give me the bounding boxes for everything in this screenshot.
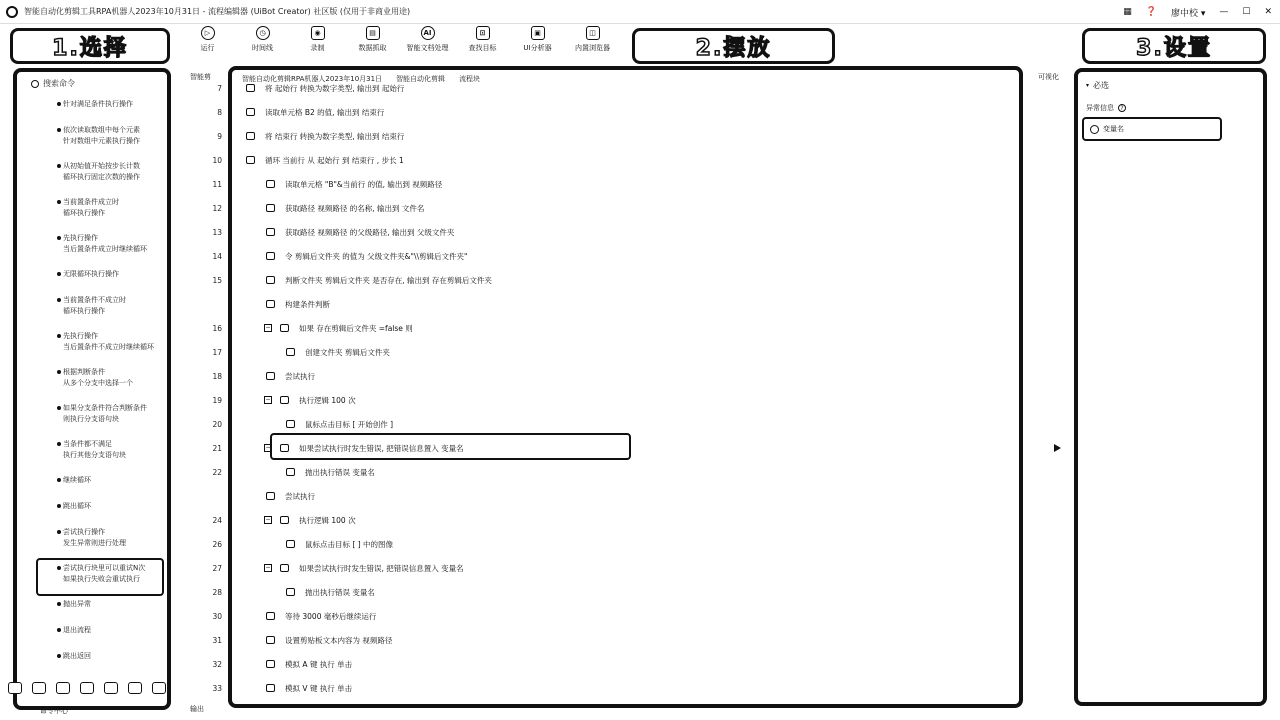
code-text: 获取路径 视频路径 的父级路径, 输出到 父级文件夹 [285, 227, 455, 237]
bullet-icon [57, 654, 61, 658]
command-desc: 循环执行固定次数的操作 [63, 173, 140, 181]
line-number: 19 [212, 396, 222, 405]
collapse-icon[interactable]: − [265, 564, 271, 571]
command-icon [286, 348, 295, 356]
screenshot-icon[interactable] [80, 682, 94, 694]
line-number: 26 [212, 540, 222, 549]
code-text: 等待 3000 毫秒后继续运行 [285, 611, 377, 621]
command-icon [286, 540, 295, 548]
command-item[interactable] [17, 647, 167, 673]
command-icon [246, 108, 255, 116]
bullet-icon [57, 128, 61, 132]
command-icon [266, 372, 275, 380]
code-text: 执行逻辑 100 次 [299, 515, 356, 525]
code-row[interactable] [266, 680, 352, 696]
data-icon: ▤ [366, 26, 380, 40]
tag-place: 2.摆放 [632, 28, 835, 64]
exception-label: 异常信息 ? [1078, 97, 1263, 115]
command-icon [266, 660, 275, 668]
code-text: 获取路径 视频路径 的名称, 输出到 文件名 [285, 203, 425, 213]
bullet-icon [57, 370, 61, 374]
image-icon[interactable] [56, 682, 70, 694]
code-row[interactable] [286, 344, 390, 360]
breadcrumb-left[interactable]: 智能剪 [190, 73, 211, 81]
toolbar [180, 26, 620, 62]
command-icon [286, 588, 295, 596]
app-logo-icon [6, 6, 18, 18]
code-row[interactable] [266, 608, 376, 624]
record-icon: ◉ [311, 26, 325, 40]
command-icon [266, 636, 275, 644]
code-row[interactable] [246, 80, 404, 96]
clock-icon: ◷ [256, 26, 270, 40]
expand-arrow-icon[interactable] [1054, 444, 1061, 452]
command-item[interactable] [17, 291, 167, 327]
line-number: 30 [212, 612, 222, 621]
variable-icon [1090, 125, 1099, 134]
variable-icon[interactable] [32, 682, 46, 694]
close-icon[interactable]: ✕ [1264, 7, 1272, 17]
line-number: 14 [212, 252, 222, 261]
code-text: 鼠标点击目标 [ 开始创作 ] [305, 419, 394, 429]
line-number: 13 [212, 228, 222, 237]
line-number: 7 [217, 84, 222, 93]
collapse-icon[interactable]: − [265, 396, 271, 403]
collapse-icon[interactable]: − [265, 516, 271, 523]
title-bar-controls [1123, 0, 1272, 24]
command-icon [266, 180, 275, 188]
command-desc: 循环执行操作 [63, 209, 105, 217]
line-number: 15 [212, 276, 222, 285]
code-text: 读取单元格 "B"&当前行 的值, 输出到 视频路径 [285, 179, 443, 189]
bullet-icon [57, 272, 61, 276]
command-name: 无限循环执行操作 [63, 270, 119, 278]
ai-icon: AI [421, 26, 435, 40]
command-name: 当前置条件成立时 [63, 198, 119, 206]
code-text: 执行逻辑 100 次 [299, 395, 356, 405]
command-item[interactable] [17, 399, 167, 435]
collapse-icon[interactable]: − [265, 444, 271, 451]
bullet-icon [57, 298, 61, 302]
bullet-icon [57, 406, 61, 410]
code-row[interactable] [286, 464, 375, 480]
code-text: 循环 当前行 从 起始行 到 结束行 , 步长 1 [265, 155, 404, 165]
command-item[interactable] [17, 121, 167, 157]
user-menu[interactable]: 廖中校 ▾ [1170, 8, 1206, 19]
code-text: 将 起始行 转换为数字类型, 输出到 起始行 [265, 83, 405, 93]
help-icon[interactable]: ? [1118, 104, 1126, 112]
command-icon [266, 492, 275, 500]
command-item[interactable] [17, 435, 167, 471]
code-row[interactable] [266, 488, 315, 504]
bottom-toolbar [8, 682, 166, 694]
line-number: 21 [212, 444, 222, 453]
code-row[interactable] [264, 392, 356, 408]
code-text: 设置剪贴板文本内容为 视频路径 [285, 635, 393, 645]
command-desc: 当后置条件成立时继续循环 [63, 245, 147, 253]
bullet-icon [57, 102, 61, 106]
tag-select: 1.选择 [10, 28, 170, 64]
command-item[interactable] [17, 229, 167, 265]
command-search[interactable] [17, 72, 167, 95]
command-name: 依次读取数组中每个元素 [63, 126, 140, 134]
command-name: 针对满足条件执行操作 [63, 100, 133, 108]
code-row[interactable] [266, 296, 330, 312]
code-row[interactable] [246, 128, 404, 144]
command-name: 当前置条件不成立时 [63, 296, 126, 304]
code-row[interactable] [264, 560, 464, 576]
command-icon [266, 204, 275, 212]
target-icon: ⊡ [476, 26, 490, 40]
command-item[interactable] [17, 193, 167, 229]
bullet-icon [57, 504, 61, 508]
line-number: 28 [212, 588, 222, 597]
bullet-icon [57, 628, 61, 632]
help-icon[interactable]: ❓ [1145, 7, 1157, 17]
code-text: 构建条件判断 [285, 299, 330, 309]
command-desc: 循环执行操作 [63, 307, 105, 315]
line-number: 9 [217, 132, 222, 141]
collapse-icon[interactable]: − [265, 324, 271, 331]
line-number: 12 [212, 204, 222, 213]
ui-icon: ▣ [531, 26, 545, 40]
code-row[interactable] [266, 200, 424, 216]
data-scrape-button[interactable]: ▤ 数据抓取 [345, 26, 400, 62]
title-bar [0, 0, 1280, 24]
code-row[interactable] [286, 584, 375, 600]
required-section-header[interactable]: ▾ 必选 [1086, 81, 1110, 90]
code-text: 抛出执行错误 变量名 [305, 587, 375, 597]
command-icon [280, 396, 289, 404]
command-name: 抛出异常 [63, 600, 91, 608]
run-button[interactable]: ▷ 运行 [180, 26, 235, 62]
code-text: 模拟 V 键 执行 单击 [285, 683, 353, 693]
code-text: 抛出执行错误 变量名 [305, 467, 375, 477]
browser-button[interactable]: ◫ 内置浏览器 [565, 26, 620, 62]
line-number: 20 [212, 420, 222, 429]
line-number: 11 [212, 180, 222, 189]
command-item[interactable] [17, 327, 167, 363]
command-name: 根据判断条件 [63, 368, 105, 376]
command-item[interactable] [17, 595, 167, 621]
command-desc: 针对数组中元素执行操作 [63, 137, 140, 145]
bullet-icon [57, 334, 61, 338]
code-row[interactable] [286, 416, 393, 432]
command-name: 当条件都不满足 [63, 440, 112, 448]
chat-icon[interactable] [128, 682, 142, 694]
command-name: 先执行操作 [63, 332, 98, 340]
visual-toggle[interactable]: 可视化 [1038, 73, 1059, 81]
line-number: 27 [212, 564, 222, 573]
command-item[interactable] [17, 95, 167, 121]
toggle-icon[interactable] [8, 682, 22, 694]
selected-row-highlight [270, 433, 631, 460]
code-text: 如果 存在剪辑后文件夹 =false 则 [299, 323, 413, 333]
bullet-icon [57, 566, 61, 570]
command-icon [286, 468, 295, 476]
code-text: 判断文件夹 剪辑后文件夹 是否存在, 输出到 存在剪辑后文件夹 [285, 275, 492, 285]
command-name: 跳出循环 [63, 502, 91, 510]
command-desc: 执行其他分支语句块 [63, 451, 126, 459]
bullet-icon [57, 200, 61, 204]
command-item[interactable] [17, 471, 167, 497]
line-number: 24 [212, 516, 222, 525]
timeline-button[interactable]: ◷ 时间线 [235, 26, 290, 62]
code-row[interactable] [266, 248, 467, 264]
search-input[interactable]: 搜索命令 [43, 79, 75, 88]
ai-doc-button[interactable]: AI 智能文档处理 [400, 26, 455, 62]
command-name: 跳出返回 [63, 652, 91, 660]
command-item[interactable] [17, 265, 167, 291]
code-text: 如果尝试执行时发生错误, 把错误信息置入 变量名 [299, 443, 464, 453]
play-icon: ▷ [201, 26, 215, 40]
code-row[interactable] [264, 512, 356, 528]
code-row[interactable] [266, 272, 492, 288]
command-icon [246, 84, 255, 92]
code-text: 模拟 A 键 执行 单击 [285, 659, 353, 669]
breadcrumb-flow[interactable]: 智能自动化剪辑 [396, 75, 446, 83]
command-desc: 则执行分支语句块 [63, 415, 119, 423]
code-text: 尝试执行 [285, 371, 315, 381]
grid-icon[interactable]: ▦ [1123, 7, 1132, 17]
command-icon [246, 156, 255, 164]
search-icon [31, 80, 39, 88]
command-icon [266, 300, 275, 308]
maximize-icon[interactable]: ☐ [1242, 7, 1251, 17]
command-icon [280, 516, 289, 524]
command-icon [280, 564, 289, 572]
bullet-icon [57, 164, 61, 168]
code-text: 将 结束行 转换为数字类型, 输出到 结束行 [265, 131, 405, 141]
command-name: 尝试执行块里可以重试N次 [63, 564, 146, 572]
line-number: 18 [212, 372, 222, 381]
command-icon [266, 252, 275, 260]
command-name: 先执行操作 [63, 234, 98, 242]
browser-icon: ◫ [586, 26, 600, 40]
command-icon [266, 228, 275, 236]
line-number: 10 [212, 156, 222, 165]
code-row[interactable] [266, 176, 442, 192]
find-target-button[interactable]: ⊡ 查找目标 [455, 26, 510, 62]
command-item[interactable] [17, 363, 167, 399]
output-tab[interactable]: 输出 [190, 705, 204, 713]
line-number: 31 [212, 636, 222, 645]
command-item[interactable] [17, 157, 167, 193]
command-list [17, 95, 167, 673]
command-icon [286, 420, 295, 428]
code-text: 创建文件夹 剪辑后文件夹 [305, 347, 390, 357]
command-desc: 从多个分支中选择一个 [63, 379, 133, 387]
command-icon [246, 132, 255, 140]
video-icon[interactable] [104, 682, 118, 694]
command-panel [13, 68, 171, 710]
bullet-icon [57, 442, 61, 446]
code-row[interactable] [264, 320, 413, 336]
breadcrumb-block[interactable]: 流程块 [459, 75, 481, 83]
code-row[interactable] [266, 632, 392, 648]
code-text: 鼠标点击目标 [ ] 中的图像 [305, 539, 394, 549]
command-desc: 当后置条件不成立时继续循环 [63, 343, 154, 351]
line-number: 33 [212, 684, 222, 693]
line-number: 8 [217, 108, 222, 117]
line-number: 32 [212, 660, 222, 669]
bullet-icon [57, 530, 61, 534]
record-button[interactable]: ◉ 录制 [290, 26, 345, 62]
code-row[interactable] [286, 536, 393, 552]
command-name: 从初始值开始按步长计数 [63, 162, 140, 170]
command-item[interactable] [17, 621, 167, 647]
code-row[interactable] [246, 152, 404, 168]
code-text: 令 剪辑后文件夹 的值为 父级文件夹&"\\剪辑后文件夹" [285, 251, 468, 261]
command-icon [280, 324, 289, 332]
command-item[interactable] [17, 497, 167, 523]
window-title: 智能自动化剪辑工具RPA机器人2023年10月31日 - 流程编辑器 (UiBot Creator) 社区版 (仅用于非商业用途) [24, 7, 411, 16]
line-number: 17 [212, 348, 222, 357]
code-row[interactable] [266, 656, 352, 672]
breadcrumb-project[interactable]: 智能自动化剪辑RPA机器人2023年10月31日 [242, 75, 383, 83]
command-item[interactable] [37, 559, 163, 595]
command-name: 尝试执行操作 [63, 528, 105, 536]
command-icon [266, 276, 275, 284]
bullet-icon [57, 602, 61, 606]
bottom-label: 命令中心 [40, 707, 68, 715]
code-row[interactable] [266, 368, 315, 384]
code-text: 读取单元格 B2 的值, 输出到 结束行 [265, 107, 385, 117]
property-panel [1074, 68, 1267, 706]
bullet-icon [57, 236, 61, 240]
settings-icon[interactable] [152, 682, 166, 694]
command-icon [266, 684, 275, 692]
tag-settings: 3.设置 [1082, 28, 1266, 64]
code-text: 尝试执行 [285, 491, 315, 501]
minimize-icon[interactable]: — [1219, 7, 1229, 17]
command-icon [266, 612, 275, 620]
ui-analyzer-button[interactable]: ▣ UI分析器 [510, 26, 565, 62]
command-name: 继续循环 [63, 476, 91, 484]
line-number: 22 [212, 468, 222, 477]
command-name: 退出流程 [63, 626, 91, 634]
command-desc: 发生异常则进行处理 [63, 539, 126, 547]
line-number: 16 [212, 324, 222, 333]
bullet-icon [57, 478, 61, 482]
command-name: 如果分支条件符合判断条件 [63, 404, 147, 412]
code-row[interactable] [246, 104, 384, 120]
code-row[interactable] [266, 224, 454, 240]
caret-down-icon: ▾ [1086, 82, 1090, 89]
command-desc: 如果执行失败会重试执行 [63, 575, 140, 583]
command-item[interactable] [17, 523, 167, 559]
code-text: 如果尝试执行时发生错误, 把错误信息置入 变量名 [299, 563, 464, 573]
exception-variable-input[interactable]: 变量名 [1082, 117, 1222, 141]
